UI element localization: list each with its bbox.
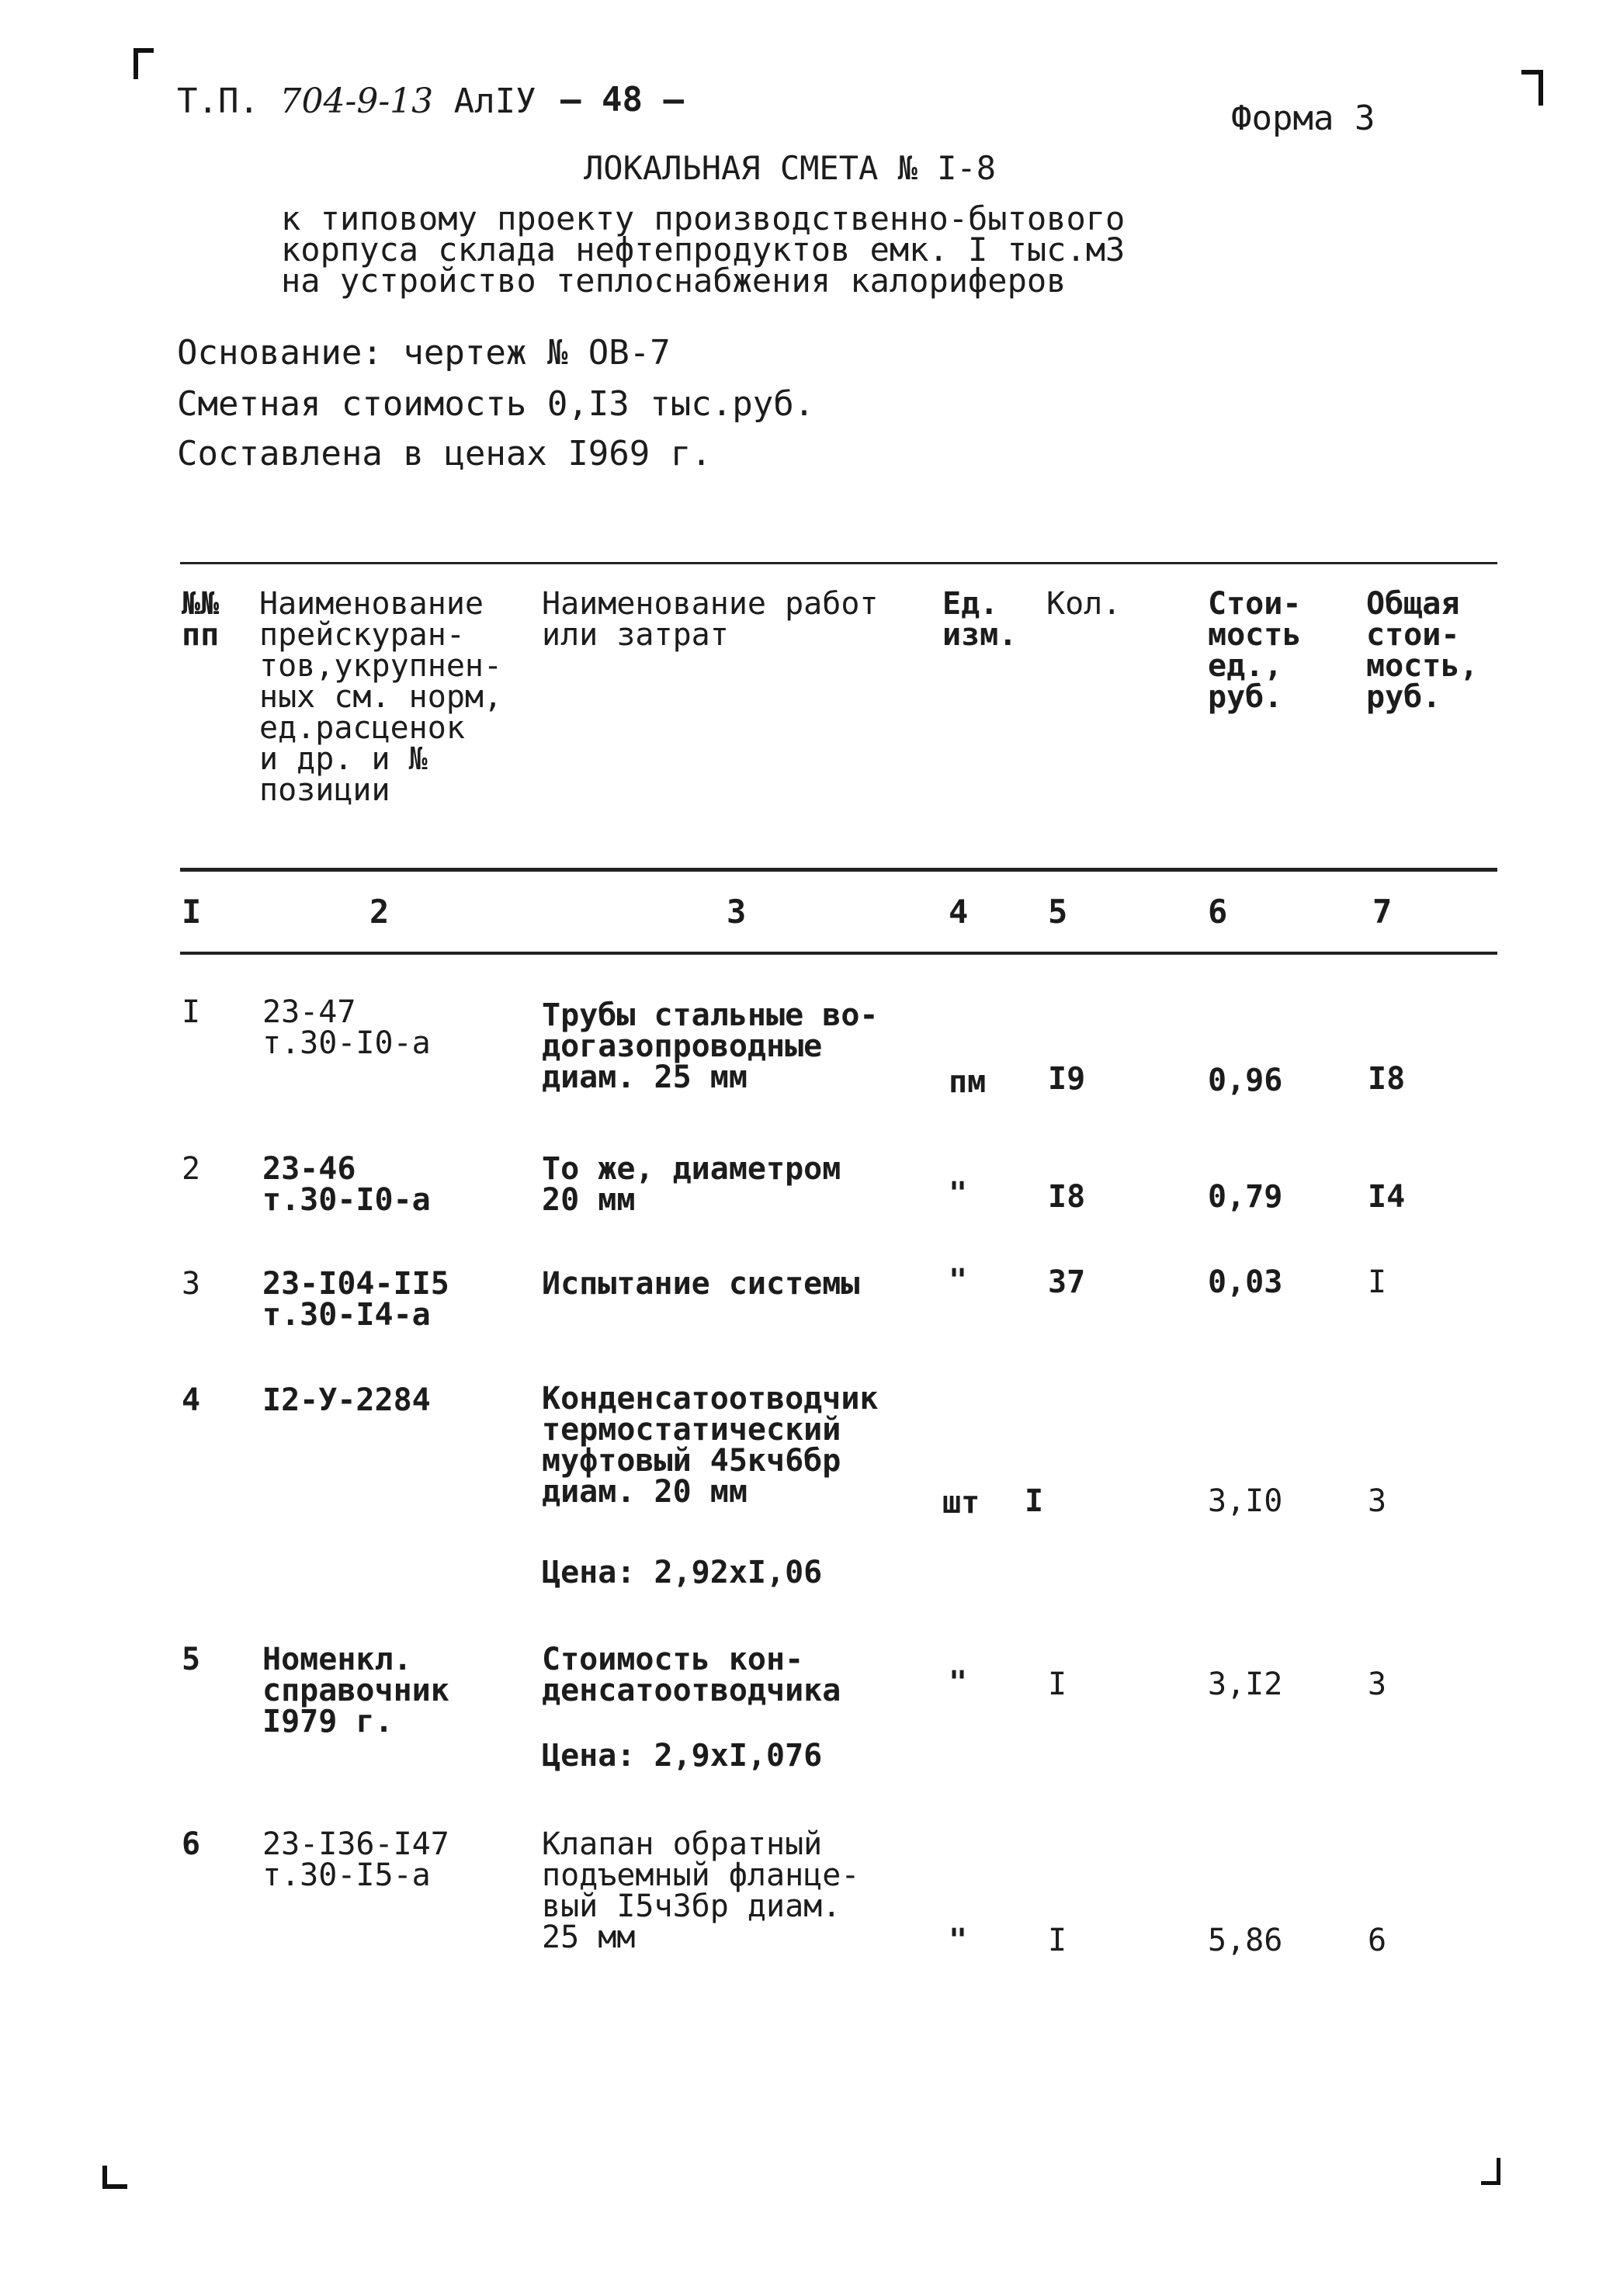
row-unit: пм [949, 1064, 987, 1100]
row-work-name [542, 997, 879, 1095]
col-number-5: 5 [1048, 893, 1068, 931]
name-line: диам. 20 мм [542, 1474, 748, 1510]
row-number: 4 [182, 1382, 201, 1418]
header-text: Стои- [1208, 586, 1302, 622]
ref-line: т.30-I5-а [262, 1857, 431, 1893]
name-line: диам. 25 мм [542, 1060, 748, 1095]
doc-number: 704-9-13 [279, 82, 434, 121]
col-number-2: 2 [369, 893, 390, 931]
subtitle-line: на устройство теплоснабжения калориферов [281, 262, 1067, 300]
row-reference [262, 1266, 449, 1333]
subtitle-line: корпуса склада нефтепродуктов емк. I тыс.м3 [281, 231, 1126, 269]
header-text: тов,укрупнен- [259, 648, 503, 684]
row-unit: шт [942, 1485, 980, 1521]
row-unit-cost: 0,96 [1208, 1063, 1283, 1098]
ref-line: Номенкл. [262, 1642, 412, 1677]
ref-line: 23-I36-I47 [262, 1826, 449, 1862]
header-text: стои- [1366, 617, 1460, 653]
row-work-name [542, 1153, 841, 1216]
row-total-cost: I8 [1368, 1061, 1406, 1097]
ref-line: т.30-I0-а [262, 1182, 431, 1218]
row-total-cost: 3 [1368, 1483, 1387, 1519]
row-total-cost: I [1368, 1264, 1387, 1300]
document-subtitle [281, 199, 1126, 300]
header-text: изм. [942, 617, 1018, 653]
row-quantity: I [1048, 1923, 1067, 1958]
doc-prefix: Т.П. [177, 82, 259, 121]
row-work-name [542, 1381, 879, 1510]
name-line: 20 мм [542, 1182, 636, 1218]
name-line: денсатоотводчика [542, 1673, 841, 1708]
header-text: Кол. [1046, 586, 1122, 622]
row-number: 3 [182, 1266, 201, 1302]
row-work-name [542, 1266, 860, 1302]
col-number-3: 3 [727, 893, 747, 931]
col-number-7: 7 [1372, 893, 1393, 931]
row-quantity: I9 [1048, 1061, 1086, 1097]
ref-line: т.30-I4-а [262, 1297, 431, 1333]
form-label: Форма 3 [1231, 99, 1375, 138]
corner-mark-top-left [134, 48, 154, 79]
header-col-total-cost [1366, 588, 1479, 713]
header-text: или затрат [542, 617, 729, 653]
row-reference [262, 1382, 431, 1418]
header-text: прейскуран- [259, 617, 465, 653]
name-line: вый I5ч3бр диам. [542, 1888, 841, 1924]
ref-line: 23-47 [262, 994, 356, 1030]
price-level-line: Составлена в ценах I969 г. [177, 434, 712, 473]
estimated-cost-line: Сметная стоимость 0,I3 тыс.руб. [177, 384, 815, 424]
row-unit-cost: 3,I2 [1208, 1667, 1283, 1702]
corner-mark-bottom-right [1481, 2158, 1500, 2185]
row-total-cost: 6 [1368, 1923, 1387, 1958]
row-number: 2 [182, 1151, 201, 1187]
doc-code [177, 82, 536, 121]
name-line: термостатический [542, 1412, 841, 1448]
corner-mark-bottom-left [102, 2166, 127, 2189]
row-unit: " [949, 1923, 968, 1958]
name-line: муфтовый 45кч6бр [542, 1443, 841, 1479]
ref-line: 23-46 [262, 1151, 356, 1187]
subtitle-line: к типовому проекту производственно-бытового [281, 199, 1126, 238]
row-unit-cost: 5,86 [1208, 1923, 1283, 1958]
header-text: пп [182, 617, 220, 653]
album-code: АлIУ [453, 82, 536, 121]
row-unit-cost: 0,79 [1208, 1179, 1283, 1215]
basis-line: Основание: чертеж № ОВ-7 [177, 333, 671, 373]
row-quantity: I8 [1048, 1179, 1086, 1215]
row-price-note: Цена: 2,9xI,076 [542, 1738, 823, 1774]
col-number-4: 4 [949, 893, 969, 931]
row-total-cost: 3 [1368, 1667, 1387, 1702]
document-title: ЛОКАЛЬНАЯ СМЕТА № I-8 [584, 149, 997, 187]
header-bottom-rule [180, 868, 1497, 872]
row-unit-cost: 3,I0 [1208, 1483, 1283, 1519]
row-reference [262, 994, 431, 1061]
name-line: Испытание системы [542, 1266, 860, 1302]
header-col-unit [942, 586, 1018, 653]
header-text: ных см. норм, [259, 679, 503, 715]
header-text: №№ [182, 586, 220, 622]
header-col-quantity [1046, 586, 1122, 622]
name-line: Клапан обратный [542, 1826, 823, 1862]
header-col-reference [259, 588, 502, 806]
name-line: То же, диаметром [542, 1151, 841, 1187]
row-reference [262, 1153, 431, 1216]
row-reference [262, 1644, 449, 1737]
row-unit: " [949, 1176, 968, 1212]
row-unit: " [949, 1263, 968, 1299]
header-text: ед., [1208, 648, 1283, 684]
name-line: догазопроводные [542, 1028, 823, 1064]
ref-line: 23-I04-II5 [262, 1266, 449, 1302]
ref-line: т.30-I0-а [262, 1025, 431, 1061]
page-number: — 48 — [560, 80, 684, 120]
row-number: I [182, 994, 201, 1030]
row-unit-cost: 0,03 [1208, 1264, 1283, 1300]
header-text: Наименование работ [542, 586, 879, 622]
row-work-name [542, 1644, 841, 1706]
header-text: мость [1208, 617, 1302, 653]
row-unit: " [949, 1665, 968, 1701]
row-price-note: Цена: 2,92xI,06 [542, 1555, 823, 1590]
name-line: подъемный фланце- [542, 1857, 860, 1893]
header-text: ед.расценок [259, 710, 465, 746]
header-col-num [182, 586, 220, 653]
name-line: 25 мм [542, 1920, 636, 1955]
name-line: Стоимость кон- [542, 1642, 804, 1677]
ref-line: I979 г. [262, 1704, 394, 1739]
header-text: руб. [1366, 679, 1441, 715]
header-text: руб. [1208, 679, 1283, 715]
header-col-work-name [542, 586, 879, 653]
corner-mark-top-right [1521, 70, 1543, 106]
row-quantity: I [1048, 1667, 1067, 1702]
col-number-1: I [182, 893, 202, 931]
column-numbers-rule [180, 952, 1497, 955]
header-text: позиции [259, 772, 390, 808]
row-number: 5 [182, 1642, 201, 1677]
header-col-unit-cost [1208, 588, 1301, 713]
row-number: 6 [182, 1826, 201, 1862]
row-quantity: I [1025, 1483, 1044, 1519]
row-work-name [542, 1826, 860, 1955]
col-number-6: 6 [1208, 893, 1228, 931]
row-total-cost: I4 [1368, 1179, 1406, 1215]
header-text: мость, [1366, 648, 1479, 684]
ref-line: I2-У-2284 [262, 1382, 431, 1418]
header-text: Общая [1366, 586, 1460, 622]
ref-line: справочник [262, 1673, 449, 1708]
row-quantity: 37 [1048, 1264, 1086, 1300]
name-line: Трубы стальные во- [542, 997, 879, 1033]
row-reference [262, 1826, 449, 1893]
header-text: и др. и № [259, 741, 428, 777]
name-line: Конденсатоотводчик [542, 1381, 879, 1417]
table-top-rule [180, 562, 1497, 564]
header-text: Ед. [942, 586, 999, 622]
header-text: Наименование [259, 586, 484, 622]
